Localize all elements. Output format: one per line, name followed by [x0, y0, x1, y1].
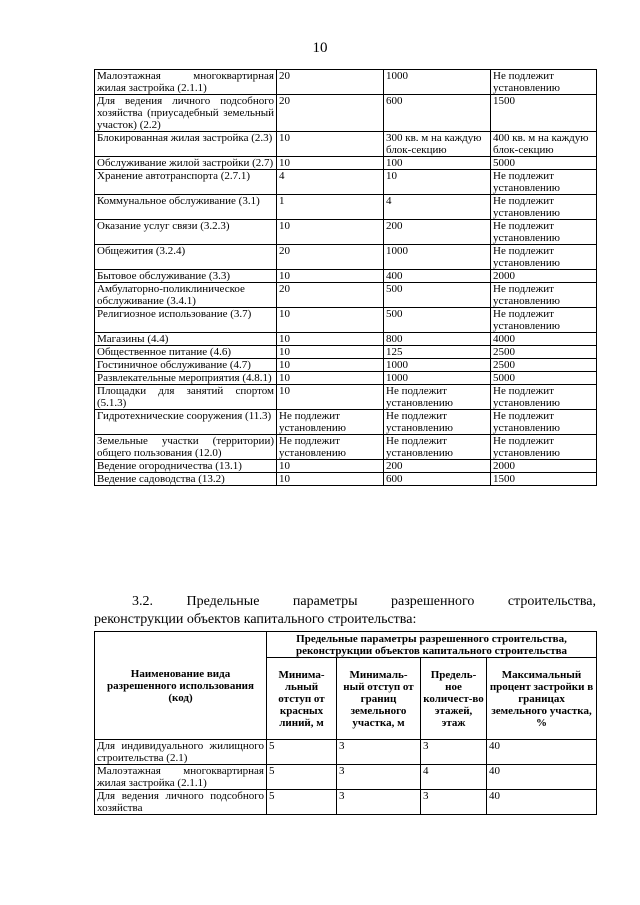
header-use-type: Наименование вида разрешенного использования (код) [95, 632, 267, 740]
value-cell: 800 [384, 333, 491, 346]
page-number: 10 [312, 40, 328, 56]
value-cell: Не подлежит установлению [277, 435, 384, 460]
use-type-cell: Малоэтажная многоквартирная жилая застройка (2.1.1) [95, 70, 277, 95]
value-cell: 3 [421, 790, 487, 815]
table-row [95, 385, 597, 410]
use-type-cell: Оказание услуг связи (3.2.3) [95, 220, 277, 245]
table-row [95, 308, 597, 333]
value-cell: 10 [277, 132, 384, 157]
use-type-cell: Бытовое обслуживание (3.3) [95, 270, 277, 283]
use-type-cell: Хранение автотранспорта (2.7.1) [95, 170, 277, 195]
value-cell: Не подлежит установлению [491, 170, 597, 195]
value-cell: 10 [277, 333, 384, 346]
value-cell: 10 [277, 346, 384, 359]
table-row [95, 740, 597, 765]
value-cell: Не подлежит установлению [491, 245, 597, 270]
table-row [95, 283, 597, 308]
header-max-floors: Предель-ное количест-во этажей, этаж [421, 658, 487, 740]
value-cell: 10 [277, 157, 384, 170]
table-row [95, 270, 597, 283]
header-max-coverage: Максимальный процент застройки в границах земельного участка, % [487, 658, 597, 740]
value-cell: 1000 [384, 372, 491, 385]
table-row [95, 460, 597, 473]
use-type-cell: Ведение садоводства (13.2) [95, 473, 277, 486]
value-cell: 10 [277, 473, 384, 486]
value-cell: 10 [277, 460, 384, 473]
table-row [95, 435, 597, 460]
value-cell: 2500 [491, 346, 597, 359]
value-cell: Не подлежит установлению [491, 308, 597, 333]
use-type-cell: Гостиничное обслуживание (4.7) [95, 359, 277, 372]
value-cell: 20 [277, 70, 384, 95]
value-cell: 10 [277, 270, 384, 283]
table-row [95, 765, 597, 790]
value-cell: 1000 [384, 70, 491, 95]
section-word: строительства, [507, 594, 596, 609]
value-cell: 5 [267, 790, 337, 815]
table-row [95, 333, 597, 346]
section-number: 3.2. [132, 594, 153, 609]
table-row [95, 195, 597, 220]
table-row [95, 220, 597, 245]
table-row [95, 245, 597, 270]
value-cell: 4 [421, 765, 487, 790]
value-cell: 3 [337, 740, 421, 765]
value-cell: 4 [277, 170, 384, 195]
table-row [95, 790, 597, 815]
value-cell: 100 [384, 157, 491, 170]
use-type-cell: Блокированная жилая застройка (2.3) [95, 132, 277, 157]
value-cell: 2000 [491, 270, 597, 283]
value-cell: 20 [277, 245, 384, 270]
value-cell: Не подлежит установлению [384, 410, 491, 435]
construction-parameters-table [94, 631, 597, 815]
use-type-cell: Магазины (4.4) [95, 333, 277, 346]
value-cell: 20 [277, 283, 384, 308]
value-cell: 40 [487, 740, 597, 765]
value-cell: 400 [384, 270, 491, 283]
section-title-line2: реконструкции объектов капитального строительства: [94, 612, 417, 627]
value-cell: Не подлежит установлению [491, 385, 597, 410]
value-cell: 200 [384, 460, 491, 473]
value-cell: Не подлежит установлению [384, 385, 491, 410]
value-cell: Не подлежит установлению [277, 410, 384, 435]
use-type-cell: Гидротехнические сооружения (11.3) [95, 410, 277, 435]
value-cell: 1 [277, 195, 384, 220]
value-cell: 1000 [384, 359, 491, 372]
use-type-cell: Обслуживание жилой застройки (2.7) [95, 157, 277, 170]
use-type-cell: Ведение огородничества (13.1) [95, 460, 277, 473]
value-cell: 10 [277, 372, 384, 385]
use-type-cell: Общественное питание (4.6) [95, 346, 277, 359]
value-cell: 20 [277, 95, 384, 132]
section-word: Предельные [186, 594, 260, 609]
value-cell: 10 [277, 385, 384, 410]
value-cell: 3 [421, 740, 487, 765]
table-row [95, 157, 597, 170]
land-plot-size-table [94, 69, 597, 486]
value-cell: 600 [384, 473, 491, 486]
value-cell: 4 [384, 195, 491, 220]
value-cell: 10 [277, 220, 384, 245]
value-cell: 10 [277, 359, 384, 372]
value-cell: Не подлежит установлению [491, 195, 597, 220]
use-type-cell: Амбулаторно-поликлиническое обслуживание (3.4.1) [95, 283, 277, 308]
value-cell: 2500 [491, 359, 597, 372]
value-cell: 4000 [491, 333, 597, 346]
table-row [95, 359, 597, 372]
value-cell: 1000 [384, 245, 491, 270]
use-type-cell: Для индивидуального жилищного строительства (2.1) [95, 740, 267, 765]
value-cell: 200 [384, 220, 491, 245]
value-cell: 300 кв. м на каждую блок-секцию [384, 132, 491, 157]
section-word: разрешенного [391, 594, 475, 609]
table-row [95, 132, 597, 157]
value-cell: Не подлежит установлению [491, 435, 597, 460]
header-parameters-group: Предельные параметры разрешенного строительства, реконструкции объектов капитального строительства [267, 632, 597, 658]
value-cell: Не подлежит установлению [491, 220, 597, 245]
value-cell: Не подлежит установлению [384, 435, 491, 460]
value-cell: 600 [384, 95, 491, 132]
use-type-cell: Для ведения личного подсобного хозяйства (приусадебный земельный участок) (2.2) [95, 95, 277, 132]
use-type-cell: Коммунальное обслуживание (3.1) [95, 195, 277, 220]
value-cell: 40 [487, 765, 597, 790]
value-cell: 40 [487, 790, 597, 815]
use-type-cell: Религиозное использование (3.7) [95, 308, 277, 333]
section-word: параметры [292, 594, 358, 609]
table-row [95, 170, 597, 195]
table-row [95, 95, 597, 132]
value-cell: 10 [384, 170, 491, 195]
value-cell: 1500 [491, 473, 597, 486]
value-cell: 5000 [491, 157, 597, 170]
value-cell: Не подлежит установлению [491, 70, 597, 95]
value-cell: 125 [384, 346, 491, 359]
use-type-cell: Малоэтажная многоквартирная жилая застройка (2.1.1) [95, 765, 267, 790]
value-cell: 400 кв. м на каждую блок-секцию [491, 132, 597, 157]
value-cell: 5000 [491, 372, 597, 385]
value-cell: 5 [267, 765, 337, 790]
value-cell: 2000 [491, 460, 597, 473]
table-row [95, 346, 597, 359]
section-intro [94, 593, 596, 629]
value-cell: Не подлежит установлению [491, 283, 597, 308]
value-cell: 5 [267, 740, 337, 765]
table-row [95, 410, 597, 435]
use-type-cell: Земельные участки (территории) общего пользования (12.0) [95, 435, 277, 460]
value-cell: 500 [384, 283, 491, 308]
value-cell: 3 [337, 765, 421, 790]
table-row [95, 70, 597, 95]
value-cell: 500 [384, 308, 491, 333]
use-type-cell: Для ведения личного подсобного хозяйства [95, 790, 267, 815]
header-red-line-setback: Минима-льный отступ от красных линий, м [267, 658, 337, 740]
table-row [95, 473, 597, 486]
value-cell: 3 [337, 790, 421, 815]
value-cell: 1500 [491, 95, 597, 132]
value-cell: 10 [277, 308, 384, 333]
use-type-cell: Развлекательные мероприятия (4.8.1) [95, 372, 277, 385]
value-cell: Не подлежит установлению [491, 410, 597, 435]
use-type-cell: Общежития (3.2.4) [95, 245, 277, 270]
use-type-cell: Площадки для занятий спортом (5.1.3) [95, 385, 277, 410]
header-border-setback: Минималь-ный отступ от границ земельного участка, м [337, 658, 421, 740]
table-row [95, 372, 597, 385]
